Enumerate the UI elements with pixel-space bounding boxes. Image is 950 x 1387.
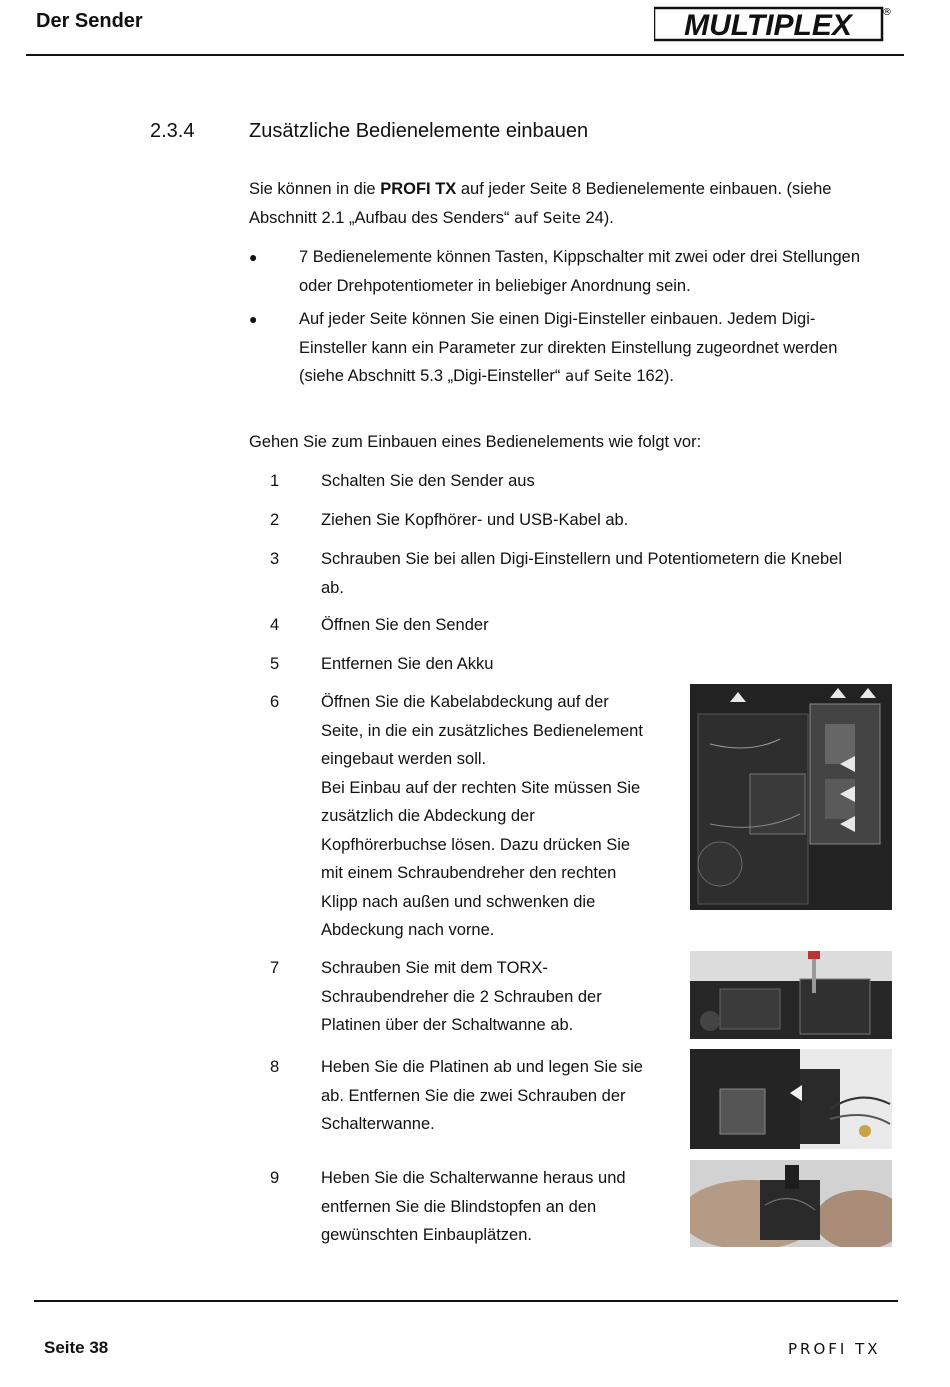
photo-torx-screws-illustration xyxy=(690,951,892,1039)
step-line: Bei Einbau auf der rechten Site müssen Sie xyxy=(321,778,641,797)
bullet-text-b: 162). xyxy=(631,367,674,385)
step-text xyxy=(321,688,681,945)
step-line: Öffnen Sie die Kabelabdeckung auf der xyxy=(321,693,609,711)
intro-text-1: Sie können in die xyxy=(249,180,381,198)
step-number: 2 xyxy=(270,511,280,529)
step-text xyxy=(321,1053,681,1139)
step-line: Schraubendreher die 2 Schrauben der xyxy=(321,987,602,1006)
step-line: Heben Sie die Schalterwanne heraus und xyxy=(321,1169,626,1187)
step-text xyxy=(321,545,921,602)
page-number: Seite 38 xyxy=(44,1338,109,1357)
step-line: eingebaut werden soll. xyxy=(321,750,487,768)
photo-switch-tray xyxy=(690,1160,892,1247)
step-line: zusätzlich die Abdeckung der xyxy=(321,807,535,825)
step-line: mit einem Schraubendreher den rechten xyxy=(321,864,617,882)
step-line: entfernen Sie die Blindstopfen an den xyxy=(321,1197,597,1216)
step-text: Entfernen Sie den Akku xyxy=(321,655,494,673)
page-reference-link[interactable]: auf Seite xyxy=(564,367,632,385)
step-line: Heben Sie die Platinen ab und legen Sie sie xyxy=(321,1058,643,1076)
step-text xyxy=(321,1164,681,1250)
photo-cable-cover xyxy=(690,684,892,910)
step-text: Öffnen Sie den Sender xyxy=(321,616,489,634)
multiplex-logo xyxy=(654,4,894,44)
step-text: Ziehen Sie Kopfhörer- und USB-Kabel ab. xyxy=(321,511,629,529)
intro-text-3: 24). xyxy=(580,208,614,227)
photo-switch-tray-illustration xyxy=(690,1160,892,1247)
photo-lift-boards xyxy=(690,1049,892,1149)
step-number: 3 xyxy=(270,550,280,568)
section-title: Zusätzliche Bedienelemente einbauen xyxy=(249,120,589,142)
step-line: Abdeckung nach vorne. xyxy=(321,921,495,939)
step-line: Schrauben Sie bei allen Digi-Einstellern und Potentiometern die Knebel xyxy=(321,550,842,568)
photo-lift-boards-illustration xyxy=(690,1049,892,1149)
bullet-dot-icon: ● xyxy=(249,249,258,265)
bullet-text-a: Auf jeder Seite können Sie einen Digi-Einsteller einbauen. Jedem Digi-Einsteller kann ein Parameter zur direkten Einstellung zugeordnet werden (siehe Abschnitt 5.3 „Digi-Einsteller“ xyxy=(299,310,838,385)
step-line: Schrauben Sie mit dem TORX- xyxy=(321,959,548,977)
footer-rule xyxy=(34,1300,898,1302)
step-text xyxy=(321,954,681,1040)
bullet-text xyxy=(299,305,869,391)
step-line: gewünschten Einbauplätzen. xyxy=(321,1226,532,1244)
steps-lead: Gehen Sie zum Einbauen eines Bedienelements wie folgt vor: xyxy=(249,433,702,451)
step-number: 6 xyxy=(270,693,280,711)
section-number: 2.3.4 xyxy=(150,120,195,142)
step-number: 8 xyxy=(270,1058,280,1076)
bullet-text: 7 Bedienelemente können Tasten, Kippschalter mit zwei oder drei Stellungen oder Drehpotentiometer in beliebiger Anordnung sein. xyxy=(299,248,861,295)
bullet-dot-icon: ● xyxy=(249,311,258,327)
brand-name: MULTIPLEX xyxy=(684,9,852,42)
step-line: Klipp nach außen und schwenken die xyxy=(321,892,596,911)
page-reference-link[interactable]: auf Seite xyxy=(514,208,581,227)
intro-paragraph xyxy=(249,175,899,232)
step-number: 9 xyxy=(270,1169,280,1187)
product-name: PROFI TX xyxy=(380,180,457,198)
step-text: Schalten Sie den Sender aus xyxy=(321,472,535,490)
step-number: 4 xyxy=(270,616,280,634)
photo-cable-cover-illustration xyxy=(690,684,892,910)
header-rule xyxy=(26,54,904,56)
registered-mark: ® xyxy=(882,7,892,18)
step-line: ab. Entfernen Sie die zwei Schrauben der xyxy=(321,1086,626,1105)
intro-text-2: auf jeder Seite 8 Bedienelemente einbauen. (siehe Abschnitt 2.1 „Aufbau des Senders“ xyxy=(249,180,832,227)
header-title: Der Sender xyxy=(36,10,143,32)
step-line: Platinen über der Schaltwanne ab. xyxy=(321,1016,574,1034)
step-line: ab. xyxy=(321,578,344,597)
footer-product: PROFI TX xyxy=(788,1340,881,1358)
step-number: 7 xyxy=(270,959,280,977)
step-number: 1 xyxy=(270,472,280,490)
step-line: Seite, in die ein zusätzliches Bedienelement xyxy=(321,721,643,740)
step-number: 5 xyxy=(270,655,280,673)
step-line: Kopfhörerbuchse lösen. Dazu drücken Sie xyxy=(321,835,631,854)
photo-torx-screws xyxy=(690,951,892,1039)
step-line: Schalterwanne. xyxy=(321,1115,435,1133)
